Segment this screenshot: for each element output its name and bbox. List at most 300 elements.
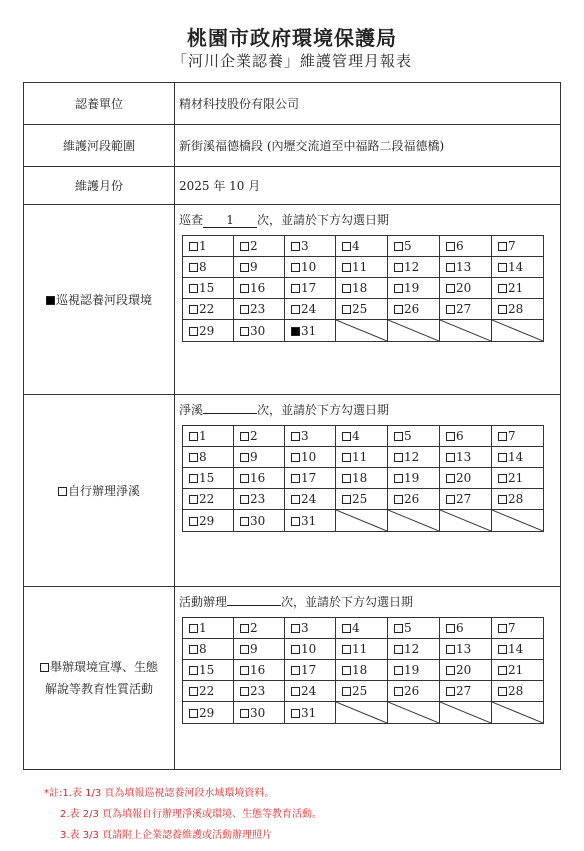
diagonal-line (388, 320, 439, 341)
day-checkbox[interactable] (446, 645, 455, 654)
day-label: 8 (199, 260, 207, 274)
day-cell[interactable] (336, 639, 388, 660)
day-label: 29 (199, 705, 215, 720)
day-cell[interactable] (183, 236, 234, 257)
day-label: 20 (456, 281, 472, 295)
day-cell[interactable] (183, 447, 234, 468)
empty-cell (336, 510, 388, 532)
day-cell[interactable] (388, 447, 440, 468)
day-checkbox[interactable] (240, 305, 249, 314)
day-label: 2 (250, 429, 258, 443)
day-cell[interactable] (285, 702, 336, 724)
day-checkbox[interactable] (498, 305, 507, 314)
patrol-label-cell (24, 205, 175, 395)
month-label: 維護月份 (24, 167, 175, 205)
day-label: 5 (404, 621, 412, 635)
day-cell[interactable] (183, 468, 234, 489)
day-cell[interactable] (285, 257, 336, 278)
day-cell[interactable] (183, 681, 234, 702)
day-cell[interactable] (183, 278, 234, 299)
day-checkbox[interactable] (446, 687, 455, 696)
day-cell[interactable] (440, 681, 492, 702)
diagonal-line (440, 320, 491, 341)
day-checkbox[interactable] (394, 453, 403, 462)
day-label: 16 (250, 663, 266, 677)
day-checkbox[interactable] (446, 666, 455, 675)
day-cell[interactable] (492, 618, 544, 639)
day-cell[interactable] (183, 299, 234, 320)
day-label: 24 (301, 492, 317, 506)
day-cell[interactable] (183, 660, 234, 681)
day-checkbox[interactable] (394, 263, 403, 272)
range-row (24, 125, 561, 167)
day-checkbox[interactable] (394, 495, 403, 504)
day-checkbox[interactable] (240, 495, 249, 504)
day-grid-row (183, 702, 544, 724)
empty-cell (440, 702, 492, 724)
day-checkbox[interactable] (189, 327, 198, 336)
day-checkbox[interactable] (240, 474, 249, 483)
day-cell[interactable] (492, 426, 544, 447)
day-checkbox[interactable] (240, 327, 249, 336)
day-checkbox[interactable] (291, 687, 300, 696)
day-label: 9 (250, 642, 258, 656)
day-label: 13 (456, 260, 472, 274)
day-label: 2 (250, 621, 258, 635)
day-checkbox[interactable] (291, 709, 300, 718)
day-checkbox[interactable] (240, 645, 249, 654)
day-label: 4 (352, 621, 360, 635)
day-cell[interactable] (234, 510, 285, 532)
day-label: 26 (404, 492, 420, 506)
day-checkbox[interactable] (498, 687, 507, 696)
day-cell[interactable] (336, 489, 388, 510)
patrol-count-line (175, 205, 560, 235)
day-label: 10 (301, 260, 317, 274)
day-checkbox[interactable] (498, 453, 507, 462)
day-checkbox[interactable] (189, 305, 198, 314)
day-label: 19 (404, 471, 420, 485)
day-grid-row (183, 489, 544, 510)
education-content (175, 587, 561, 770)
day-label: 20 (456, 663, 472, 677)
day-checkbox[interactable] (291, 645, 300, 654)
day-checkbox[interactable] (394, 242, 403, 251)
day-cell[interactable] (336, 447, 388, 468)
day-cell[interactable] (285, 510, 336, 532)
unit-label: 認養單位 (24, 83, 175, 125)
day-cell[interactable] (336, 426, 388, 447)
day-checkbox[interactable] (342, 432, 351, 441)
form-subtitle: 「河川企業認養」維護管理月報表 (171, 52, 412, 70)
day-checkbox[interactable] (446, 495, 455, 504)
day-cell[interactable] (336, 257, 388, 278)
day-cell[interactable] (285, 278, 336, 299)
day-checkbox[interactable] (446, 284, 455, 293)
day-label: 25 (352, 492, 368, 506)
day-checkbox[interactable] (291, 432, 300, 441)
day-checkbox[interactable] (498, 474, 507, 483)
day-checkbox[interactable] (394, 284, 403, 293)
day-cell[interactable] (234, 660, 285, 681)
day-checkbox[interactable] (394, 305, 403, 314)
day-grid-row (183, 639, 544, 660)
day-cell[interactable] (336, 618, 388, 639)
day-label: 7 (508, 429, 516, 443)
day-label: 23 (250, 492, 266, 506)
day-cell[interactable] (234, 320, 285, 342)
empty-cell (440, 510, 492, 532)
day-checkbox[interactable] (342, 495, 351, 504)
diagonal-line (336, 702, 387, 723)
day-cell[interactable] (440, 447, 492, 468)
day-checkbox[interactable] (394, 666, 403, 675)
day-label: 12 (404, 642, 420, 656)
day-cell[interactable] (388, 299, 440, 320)
day-label: 21 (508, 663, 524, 677)
day-cell[interactable] (440, 639, 492, 660)
day-label: 18 (352, 471, 368, 485)
day-cell[interactable] (440, 618, 492, 639)
unit-row (24, 83, 561, 125)
day-grid-row (183, 468, 544, 489)
cleanup-count-field[interactable] (203, 413, 257, 414)
day-checkbox[interactable] (342, 666, 351, 675)
patrol-content (175, 205, 561, 395)
day-checkbox[interactable] (189, 687, 198, 696)
day-checkbox[interactable] (394, 687, 403, 696)
day-cell[interactable] (492, 447, 544, 468)
section-education (24, 587, 561, 770)
day-checkbox[interactable] (342, 242, 351, 251)
day-cell[interactable] (336, 236, 388, 257)
day-cell[interactable] (285, 660, 336, 681)
day-checkbox[interactable] (446, 432, 455, 441)
diagonal-line (492, 320, 543, 341)
day-label: 23 (250, 302, 266, 316)
day-checkbox[interactable] (240, 517, 249, 526)
day-cell[interactable] (388, 257, 440, 278)
day-checkbox[interactable] (342, 687, 351, 696)
day-cell[interactable] (183, 639, 234, 660)
day-cell[interactable] (336, 660, 388, 681)
day-cell[interactable] (234, 618, 285, 639)
day-cell[interactable] (336, 278, 388, 299)
day-checkbox[interactable] (342, 453, 351, 462)
day-cell[interactable] (285, 468, 336, 489)
day-checkbox[interactable] (240, 432, 249, 441)
diagonal-line (440, 510, 491, 531)
day-checkbox[interactable] (189, 517, 198, 526)
day-cell[interactable] (234, 702, 285, 724)
day-checkbox[interactable] (291, 263, 300, 272)
day-checkbox[interactable] (240, 687, 249, 696)
day-checkbox[interactable] (189, 666, 198, 675)
day-checkbox[interactable] (240, 263, 249, 272)
day-checkbox[interactable] (342, 474, 351, 483)
day-checkbox[interactable] (189, 495, 198, 504)
day-checkbox[interactable] (291, 242, 300, 251)
day-cell[interactable] (492, 299, 544, 320)
day-label: 23 (250, 684, 266, 698)
day-cell[interactable] (285, 236, 336, 257)
section-cleanup (24, 395, 561, 587)
education-suffix: 次，並請於下方勾選日期 (281, 595, 414, 609)
day-cell[interactable] (388, 618, 440, 639)
day-label: 11 (352, 260, 368, 274)
day-checkbox[interactable] (291, 495, 300, 504)
education-prefix: 活動辦理 (179, 595, 228, 609)
day-checkbox[interactable] (189, 624, 198, 633)
day-grid (182, 425, 544, 532)
day-label: 5 (404, 239, 412, 253)
day-checkbox[interactable] (394, 474, 403, 483)
day-cell[interactable] (336, 681, 388, 702)
day-cell[interactable] (183, 618, 234, 639)
patrol-calendar (175, 235, 560, 342)
day-checkbox[interactable] (498, 495, 507, 504)
day-checkbox[interactable] (240, 242, 249, 251)
day-label: 21 (508, 281, 524, 295)
day-cell[interactable] (285, 426, 336, 447)
day-checkbox[interactable] (446, 305, 455, 314)
day-label: 30 (250, 513, 266, 528)
patrol-count-field[interactable]: 1 (203, 213, 257, 228)
day-checkbox[interactable] (498, 284, 507, 293)
day-checkbox[interactable] (291, 453, 300, 462)
day-grid-row (183, 447, 544, 468)
day-cell[interactable] (234, 426, 285, 447)
day-label: 13 (456, 642, 472, 656)
empty-cell (336, 320, 388, 342)
day-label: 15 (199, 471, 215, 485)
day-checkbox[interactable] (342, 263, 351, 272)
day-label: 26 (404, 684, 420, 698)
day-checkbox[interactable] (446, 474, 455, 483)
day-cell[interactable] (388, 468, 440, 489)
note-2: 2.表 2/3 頁為填報自行辦理淨溪或環境、生態等教育活動。 (60, 809, 322, 820)
day-cell[interactable] (440, 278, 492, 299)
day-cell[interactable] (440, 299, 492, 320)
day-cell[interactable] (234, 447, 285, 468)
day-cell[interactable] (285, 639, 336, 660)
day-checkbox[interactable] (291, 624, 300, 633)
day-cell[interactable] (183, 510, 234, 532)
cleanup-checkbox[interactable] (58, 487, 67, 496)
day-checkbox[interactable] (394, 432, 403, 441)
education-checkbox[interactable] (40, 663, 49, 672)
day-cell[interactable] (285, 320, 336, 342)
day-cell[interactable] (492, 660, 544, 681)
day-cell[interactable] (285, 299, 336, 320)
day-label: 6 (456, 429, 464, 443)
day-label: 17 (301, 471, 317, 485)
day-cell[interactable] (440, 257, 492, 278)
day-cell[interactable] (285, 681, 336, 702)
day-checkbox[interactable] (446, 242, 455, 251)
empty-cell (336, 702, 388, 724)
day-checkbox[interactable] (342, 284, 351, 293)
day-checkbox[interactable] (189, 284, 198, 293)
day-cell[interactable] (336, 468, 388, 489)
empty-cell (388, 510, 440, 532)
day-label: 9 (250, 260, 258, 274)
day-checkbox[interactable] (291, 305, 300, 314)
day-cell[interactable] (440, 468, 492, 489)
day-checkbox[interactable] (240, 709, 249, 718)
day-label: 1 (199, 429, 207, 443)
day-cell[interactable] (285, 489, 336, 510)
day-cell[interactable] (388, 278, 440, 299)
diagonal-line (336, 510, 387, 531)
page-title: 桃園市政府環境保護局 (187, 26, 397, 50)
day-label: 22 (199, 492, 215, 506)
day-cell[interactable] (183, 426, 234, 447)
day-cell[interactable] (388, 236, 440, 257)
day-checkbox[interactable] (498, 242, 507, 251)
day-label: 10 (301, 642, 317, 656)
day-checkbox[interactable] (342, 305, 351, 314)
day-cell[interactable] (183, 702, 234, 724)
day-cell[interactable] (336, 299, 388, 320)
empty-cell (492, 702, 544, 724)
day-label: 28 (508, 302, 524, 316)
day-label: 10 (301, 450, 317, 464)
day-label: 16 (250, 281, 266, 295)
day-checkbox[interactable] (189, 709, 198, 718)
education-count-line (175, 587, 560, 617)
day-checkbox[interactable] (291, 666, 300, 675)
day-cell[interactable] (183, 257, 234, 278)
day-label: 20 (456, 471, 472, 485)
day-cell[interactable] (183, 320, 234, 342)
day-checkbox[interactable] (394, 624, 403, 633)
day-label: 2 (250, 239, 258, 253)
day-cell[interactable] (234, 639, 285, 660)
day-cell[interactable] (234, 468, 285, 489)
day-label: 12 (404, 450, 420, 464)
day-label: 24 (301, 684, 317, 698)
day-checkbox[interactable] (342, 645, 351, 654)
day-checkbox[interactable] (240, 666, 249, 675)
day-cell[interactable] (440, 236, 492, 257)
day-label: 8 (199, 642, 207, 656)
day-label: 31 (301, 513, 317, 528)
day-cell[interactable] (388, 660, 440, 681)
day-label: 11 (352, 450, 368, 464)
day-cell[interactable] (492, 278, 544, 299)
day-checkbox[interactable] (446, 263, 455, 272)
day-label: 1 (199, 621, 207, 635)
education-count-field[interactable] (227, 605, 281, 606)
day-grid-row (183, 426, 544, 447)
day-grid-row (183, 299, 544, 320)
day-checkbox[interactable] (291, 474, 300, 483)
day-checkbox[interactable] (394, 645, 403, 654)
day-checkbox[interactable] (291, 284, 300, 293)
day-checkbox[interactable] (189, 453, 198, 462)
day-cell[interactable] (440, 489, 492, 510)
day-label: 7 (508, 621, 516, 635)
cleanup-label-cell (24, 395, 175, 587)
day-grid-row (183, 510, 544, 532)
day-cell[interactable] (234, 278, 285, 299)
day-checkbox[interactable] (240, 284, 249, 293)
day-checkbox[interactable] (498, 666, 507, 675)
day-label: 12 (404, 260, 420, 274)
day-cell[interactable] (285, 618, 336, 639)
education-label-line2: 解說等教育性質活動 (44, 682, 153, 696)
day-cell[interactable] (388, 681, 440, 702)
day-cell[interactable] (492, 489, 544, 510)
day-cell[interactable] (388, 639, 440, 660)
day-cell[interactable] (285, 447, 336, 468)
day-grid (182, 617, 544, 724)
day-cell[interactable] (388, 426, 440, 447)
day-checkbox[interactable] (446, 453, 455, 462)
day-label: 17 (301, 663, 317, 677)
day-label: 28 (508, 492, 524, 506)
day-checkbox[interactable] (189, 645, 198, 654)
day-label: 31 (301, 323, 317, 338)
day-checkbox[interactable] (498, 624, 507, 633)
patrol-checkbox[interactable] (46, 296, 55, 305)
day-cell[interactable] (234, 681, 285, 702)
day-checkbox[interactable] (342, 624, 351, 633)
day-cell[interactable] (492, 681, 544, 702)
day-label: 9 (250, 450, 258, 464)
day-cell[interactable] (492, 468, 544, 489)
empty-cell (440, 320, 492, 342)
day-cell[interactable] (440, 426, 492, 447)
day-label: 6 (456, 621, 464, 635)
day-checkbox[interactable] (189, 474, 198, 483)
day-cell[interactable] (183, 489, 234, 510)
day-grid-row (183, 278, 544, 299)
cleanup-prefix: 淨溪 (179, 403, 204, 417)
patrol-suffix: 次，並請於下方勾選日期 (257, 213, 390, 227)
day-checkbox[interactable] (189, 432, 198, 441)
day-cell[interactable] (440, 660, 492, 681)
day-label: 19 (404, 281, 420, 295)
day-checkbox[interactable] (291, 327, 300, 336)
day-label: 13 (456, 450, 472, 464)
day-checkbox[interactable] (498, 432, 507, 441)
day-cell[interactable] (234, 257, 285, 278)
day-cell[interactable] (234, 236, 285, 257)
day-cell[interactable] (388, 489, 440, 510)
cleanup-content (175, 395, 561, 587)
day-checkbox[interactable] (240, 453, 249, 462)
day-cell[interactable] (492, 639, 544, 660)
day-checkbox[interactable] (189, 242, 198, 251)
day-cell[interactable] (492, 257, 544, 278)
range-value: 新街溪福德橋段 (內壢交流道至中福路二段福德橋) (175, 125, 561, 167)
day-label: 8 (199, 450, 207, 464)
month-value: 2025 年 10 月 (175, 167, 561, 205)
day-label: 27 (456, 684, 472, 698)
day-label: 14 (508, 450, 524, 464)
day-cell[interactable] (234, 299, 285, 320)
day-cell[interactable] (234, 489, 285, 510)
day-checkbox[interactable] (498, 645, 507, 654)
day-checkbox[interactable] (446, 624, 455, 633)
day-checkbox[interactable] (240, 624, 249, 633)
day-cell[interactable] (492, 236, 544, 257)
day-checkbox[interactable] (291, 517, 300, 526)
day-checkbox[interactable] (189, 263, 198, 272)
day-checkbox[interactable] (498, 263, 507, 272)
